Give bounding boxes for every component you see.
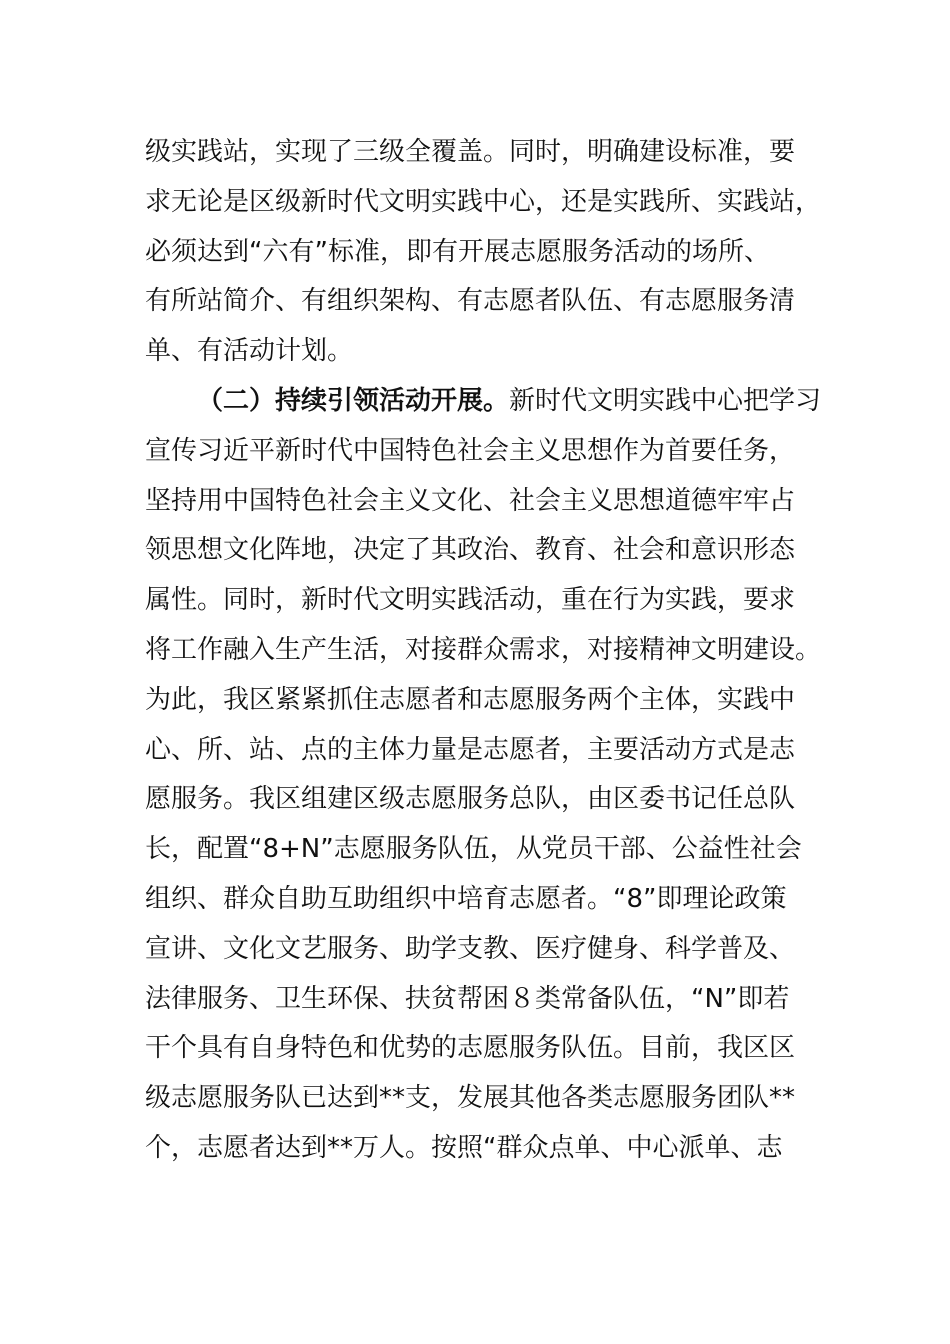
- text-line: 组织、群众自助互助组织中培育志愿者。“8”即理论政策: [145, 883, 787, 914]
- body-text: [145, 128, 822, 1174]
- text-line: 级实践站，实现了三级全覆盖。同时，明确建设标准，要: [145, 137, 796, 167]
- text-line: 有所站简介、有组织架构、有志愿者队伍、有志愿服务清: [145, 286, 796, 317]
- text-line: 个，志愿者达到**万人。按照“群众点单、中心派单、志: [145, 1132, 783, 1163]
- text-line: 宣讲、文化文艺服务、助学支教、医疗健身、科学普及、: [145, 933, 796, 964]
- text-line: 坚持用中国特色社会主义文化、社会主义思想道德牢牢占: [145, 485, 796, 516]
- text-line: 愿服务。我区组建区级志愿服务总队，由区委书记任总队: [145, 784, 796, 815]
- text-line: 必须达到“六有”标准，即有开展志愿服务活动的场所、: [145, 236, 770, 267]
- text-line: 心、所、站、点的主体力量是志愿者，主要活动方式是志: [145, 734, 796, 765]
- text-line: 领思想文化阵地，决定了其政治、教育、社会和意识形态: [145, 535, 796, 566]
- text-line: 求无论是区级新时代文明实践中心，还是实践所、实践站，: [145, 186, 822, 217]
- section-heading: （二）持续引领活动开展。: [197, 385, 510, 416]
- section-heading-text: 新时代文明实践中心把学习: [509, 385, 822, 416]
- text-line: 宣传习近平新时代中国特色社会主义思想作为首要任务，: [145, 435, 796, 466]
- text-line: 属性。同时，新时代文明实践活动，重在行为实践，要求: [145, 585, 796, 616]
- text-line: 级志愿服务队已达到**支，发展其他各类志愿服务团队**: [145, 1083, 796, 1114]
- text-line: 单、有活动计划。: [145, 336, 354, 367]
- text-line: 为此，我区紧紧抓住志愿者和志愿服务两个主体，实践中: [145, 684, 796, 715]
- text-line: 干个具有自身特色和优势的志愿服务队伍。目前，我区区: [145, 1033, 796, 1064]
- text-line: 长，配置“8+N”志愿服务队伍，从党员干部、公益性社会: [145, 834, 802, 865]
- text-line: 法律服务、卫生环保、扶贫帮困８类常备队伍，“N”即若: [145, 983, 790, 1014]
- section-heading-line: [145, 377, 822, 427]
- text-line: 将工作融入生产生活，对接群众需求，对接精神文明建设。: [145, 634, 822, 665]
